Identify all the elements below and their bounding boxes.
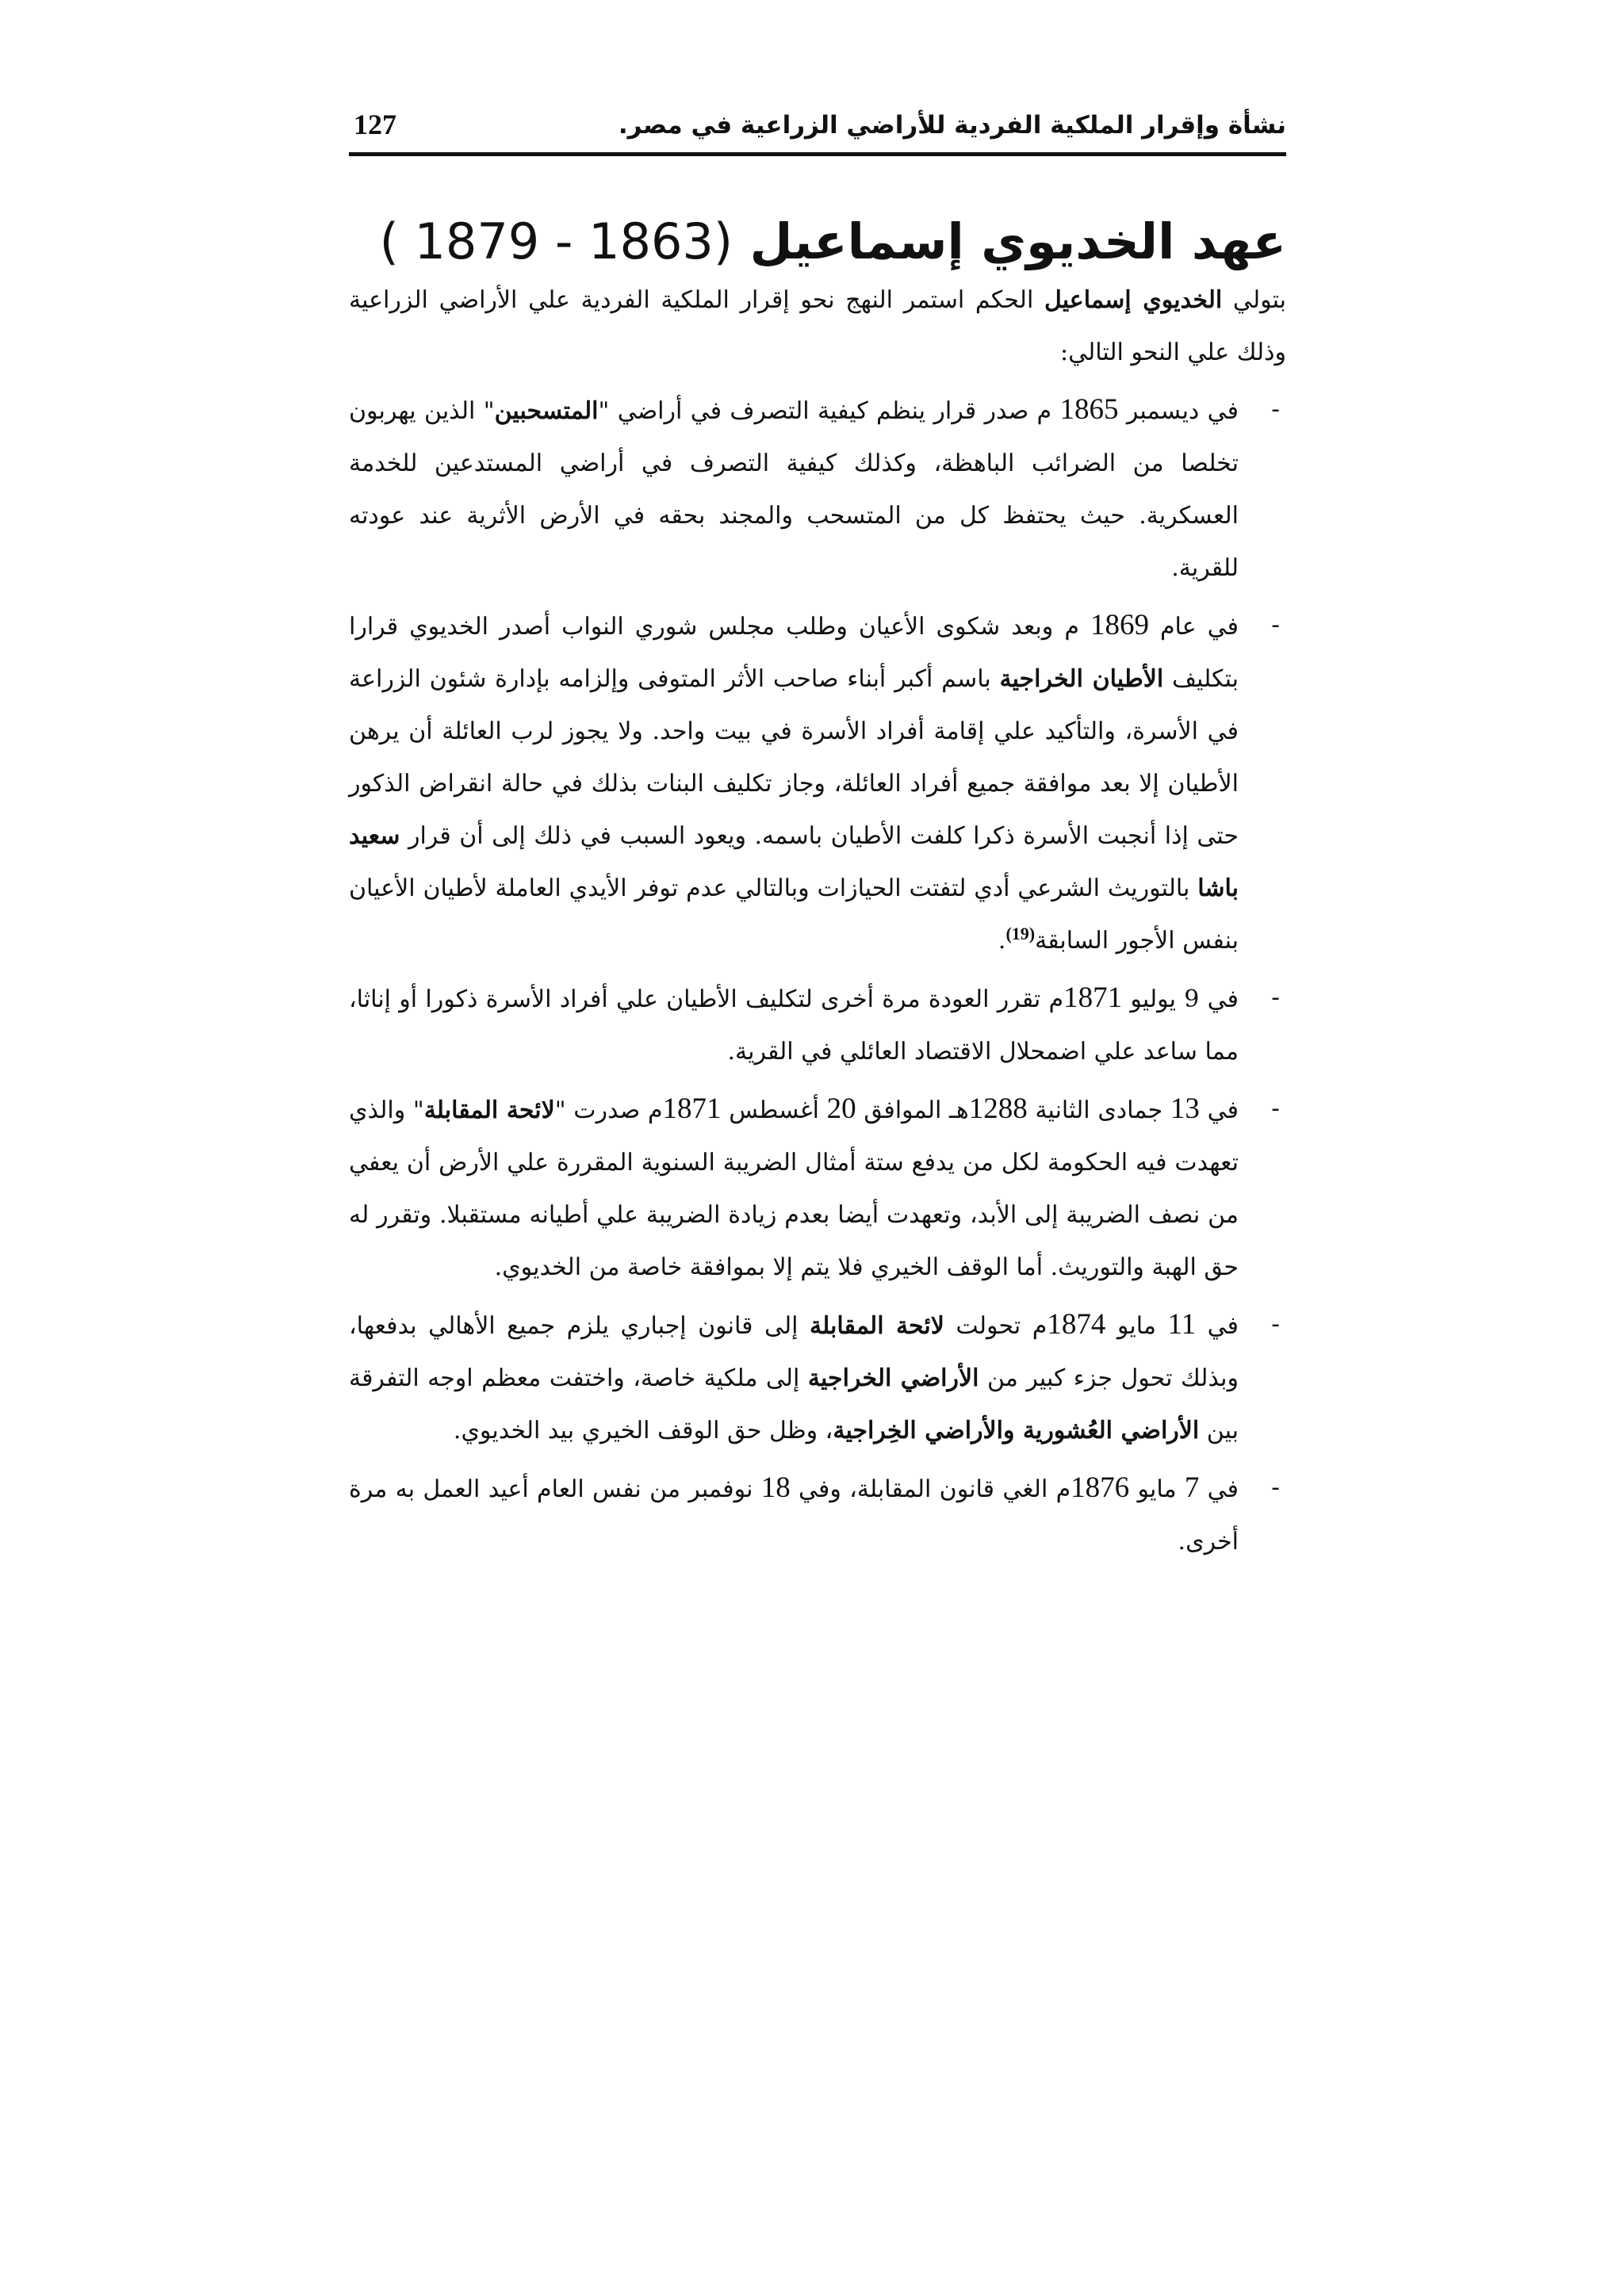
item-text: نوفمبر من نفس العام أعيد العمل به مرة أخرى.: [349, 1475, 1239, 1556]
dash-marker: -: [1271, 611, 1280, 639]
item-text: م صدرت ": [554, 1096, 663, 1124]
dash-marker: -: [1271, 1095, 1280, 1123]
year-number: 1288: [968, 1093, 1028, 1125]
item-text: مايو: [1105, 1312, 1168, 1340]
item-text: في ديسمبر: [1118, 397, 1239, 425]
dash-marker: -: [1271, 396, 1280, 423]
intro-text: بتولي: [1222, 286, 1286, 314]
item-text: في: [1199, 1096, 1239, 1124]
heading-years: (1863 - 1879 ): [379, 212, 733, 270]
bold-term: لائحة المقابلة: [810, 1312, 944, 1340]
item-text: في: [1196, 1312, 1239, 1340]
chapter-heading: [380, 212, 1286, 271]
bold-term: الأراضي الخراجية: [807, 1364, 979, 1392]
list-item: [349, 599, 1286, 967]
list-item: [349, 1299, 1286, 1457]
item-text: في: [1199, 1475, 1239, 1503]
item-text: م تقرر العودة مرة أخرى لتكليف الأطيان علي أفراد الأسرة ذكورا أو إناثا، مما ساعد علي اضمحلال الاقتصاد العائلي في القرية.: [349, 985, 1239, 1066]
item-text: إلى قانون إجباري يلزم جميع الأهالي بدفعها، وبذلك تحول جزء كبير من: [349, 1312, 1239, 1392]
item-text: مايو: [1129, 1475, 1185, 1503]
item-text: .: [998, 927, 1006, 955]
footnote-reference: (19): [1005, 924, 1036, 943]
item-text: جمادى الثانية: [1027, 1096, 1170, 1124]
dash-marker: -: [1271, 1474, 1280, 1502]
body-text: [349, 274, 1286, 1573]
list-item: [349, 1462, 1286, 1568]
events-list: [349, 384, 1286, 1568]
page-header: [349, 100, 1286, 156]
date-number: 11: [1167, 1308, 1197, 1341]
intro-bold: الخديوي إسماعيل: [1044, 286, 1223, 314]
dash-marker: -: [1271, 984, 1280, 1012]
item-text: أغسطس: [721, 1096, 827, 1124]
list-item: [349, 1083, 1286, 1294]
intro-text: الحكم استمر النهج نحو إقرار الملكية الفردية علي الأراضي الزراعية وذلك علي النحو التالي:: [349, 286, 1286, 366]
bold-term: الأطيان الخراجية: [999, 665, 1164, 693]
year-number: 1871: [1063, 982, 1123, 1014]
list-item: [349, 384, 1286, 595]
running-title: نشأة وإقرار الملكية الفردية للأراضي الزراعية في مصر.: [618, 111, 1286, 140]
item-text: " والذي تعهدت فيه الحكومة لكل من يدفع ستة أمثال الضريبة السنوية المقررة علي الأرض أن يعفي من نصف الضريبة إلى الأبد، وتعهدت أيضا بعدم زيادة الضريبة علي أطيانه مستقبلا. وتقرر له حق الهبة والتوريث. أما الوقف الخيري فلا يتم إلا بموافقة خاصة من الخديوي.: [349, 1096, 1239, 1281]
intro-paragraph: [349, 274, 1286, 379]
item-text: هـ الموافق: [856, 1096, 969, 1124]
item-text: إلى ملكية خاصة، واختفت معظم اوجه التفرقة بين: [349, 1364, 1239, 1445]
list-item: [349, 972, 1286, 1078]
year-number: 1871: [662, 1093, 722, 1125]
item-text: م الغي قانون المقابلة، وفي: [790, 1475, 1071, 1503]
year-number: 1876: [1071, 1471, 1130, 1504]
bold-term: الأراضي العُشورية والأراضي الخِراجية: [833, 1417, 1200, 1445]
date-number: 18: [760, 1471, 791, 1504]
date-number: 20: [826, 1093, 856, 1125]
item-text: م صدر قرار ينظم كيفية التصرف في أراضي ": [598, 397, 1060, 425]
year-number: 1865: [1059, 393, 1119, 426]
bold-term: سعيد باشا: [349, 822, 1239, 902]
item-text: في عام: [1148, 613, 1239, 641]
heading-title: عهد الخديوي إسماعيل: [749, 212, 1286, 270]
item-text: في 9 يوليو: [1122, 985, 1239, 1013]
bold-term: لائحة المقابلة: [423, 1096, 555, 1124]
item-text: بالتوريث الشرعي أدي لتفتت الحيازات وبالتالي عدم توفر الأيدي العاملة لأطيان الأعيان بنفس الأجور السابقة: [349, 874, 1239, 955]
item-text: م وبعد شكوى الأعيان وطلب مجلس شوري النواب أصدر الخديوي قرارا بتكليف: [349, 613, 1239, 693]
year-number: 1869: [1090, 609, 1149, 641]
dash-marker: -: [1271, 1311, 1280, 1338]
bold-term: المتسحبين: [494, 397, 599, 425]
item-text: ، وظل حق الوقف الخيري بيد الخديوي.: [453, 1417, 833, 1445]
date-number: 13: [1170, 1093, 1200, 1125]
page-number: 127: [354, 109, 396, 140]
year-number: 1874: [1047, 1308, 1106, 1341]
date-number: 7: [1184, 1471, 1200, 1504]
item-text: باسم أكبر أبناء صاحب الأثر المتوفى وإلزامه بإدارة شئون الزراعة في الأسرة، والتأكيد علي إقامة أفراد الأسرة في بيت واحد. ولا يجوز لرب العائلة أن يرهن الأطيان إلا بعد موافقة جميع أفراد العائلة، وجاز تكليف البنات بذلك في حالة انقراض الذكور حتى إذا أنجبت الأسرة ذكرا كلفت الأطيان باسمه. ويعود السبب في ذلك إلى أن قرار: [349, 665, 1239, 850]
item-text: " الذين يهربون تخلصا من الضرائب الباهظة، وكذلك كيفية التصرف في أراضي المستدعين للخدمة العسكرية. حيث يحتفظ كل من المتسحب والمجند بحقه في الأرض الأثرية عند عودته للقرية.: [349, 397, 1239, 582]
item-text: م تحولت: [944, 1312, 1048, 1340]
